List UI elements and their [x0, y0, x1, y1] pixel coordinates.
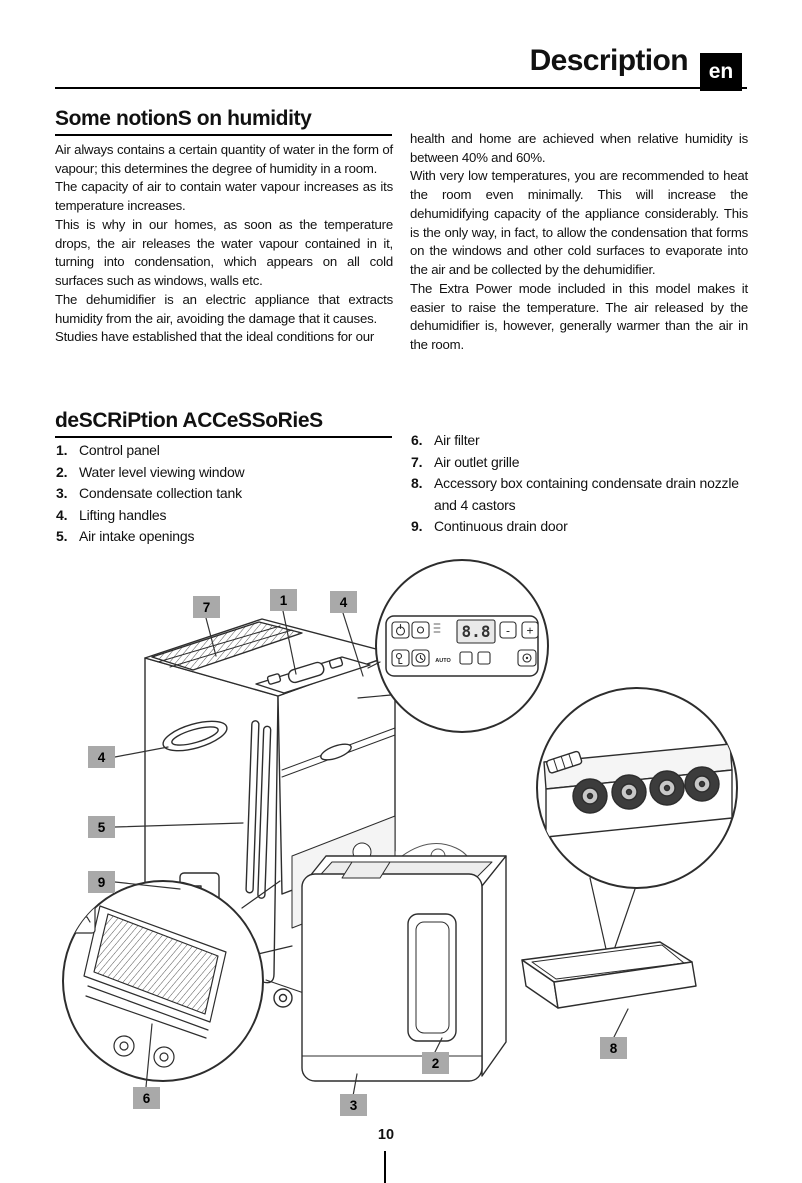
callout-4-lifting-handle-top: 4: [330, 591, 357, 613]
water-level-window: [408, 914, 456, 1041]
accessory-item: [56, 440, 401, 462]
mode-button-icon: [412, 622, 429, 638]
plus-label: +: [526, 623, 534, 638]
callout-5-air-intake: 5: [88, 816, 115, 838]
accessory-number: 6.: [411, 432, 423, 448]
accessory-label: Water level viewing window: [79, 463, 245, 480]
accessory-number: 2.: [56, 463, 68, 480]
callout-4-lifting-handle-left: 4: [88, 746, 115, 768]
accessory-number: 9.: [411, 518, 423, 534]
body-paragraph: health and home are achieved when relative humidity is between 40% and 60%.: [410, 131, 748, 165]
condensate-tank: [302, 856, 506, 1081]
accessory-number: 1.: [56, 442, 68, 458]
indicator-icon: [478, 652, 490, 664]
body-paragraph: With very low temperatures, you are recommended to heat the room even minimally. This will increase the dehumidifying capacity of the appliance considerably. This is the only way, in fact, to allow the condensation that forms on the windows and other cold surfaces to evaporate into the air and be collected by the dehumidifier.: [410, 168, 748, 278]
accessory-item: [56, 483, 401, 505]
accessory-box-inset: [537, 688, 737, 950]
accessory-item: [411, 430, 756, 452]
accessory-label: Lifting handles: [79, 506, 167, 523]
accessory-number: 3.: [56, 485, 68, 501]
body-paragraph: Studies have established that the ideal conditions for our: [55, 329, 375, 345]
indicator-icon: [460, 652, 472, 664]
accessory-number: 7.: [411, 453, 423, 470]
callout-6-air-filter: 6: [133, 1087, 160, 1109]
accessory-item: [411, 516, 756, 538]
callout-3-tank: 3: [340, 1094, 367, 1116]
auto-label: AUTO: [435, 658, 451, 664]
body-paragraph: This is why in our homes, as soon as the temperature drops, the air releases the water vapour contained in it, turning into condensation, which appears on all cold surfaces such as windows, walls etc.: [55, 216, 393, 289]
accessory-label: Air intake openings: [79, 528, 195, 544]
body-paragraph: The dehumidifier is an electric appliance that extracts humidity from the air, avoiding the damage that it causes.: [55, 291, 393, 326]
accessory-box: [522, 942, 696, 1008]
minus-label: -: [506, 623, 510, 638]
page-number: 10: [377, 1127, 395, 1143]
callout-2-water-window: 2: [422, 1052, 449, 1074]
language-badge: en: [700, 53, 742, 91]
accessory-label: Continuous drain door: [434, 518, 568, 534]
humidity-text-left-column: [55, 141, 393, 347]
accessory-item: [56, 462, 401, 484]
callout-7-air-outlet-grille: 7: [193, 596, 220, 618]
dehumidifier-figure: [30, 556, 770, 1123]
callout-1-control-panel: 1: [270, 589, 297, 611]
callout-8-accessory-box: 8: [600, 1037, 627, 1059]
accessory-number: 8.: [411, 475, 423, 491]
accessory-label: Condensate collection tank: [79, 485, 242, 501]
body-paragraph: The capacity of air to contain water vapour increases as its temperature increases.: [55, 179, 393, 214]
accessories-list-left: [56, 440, 401, 548]
accessories-list-right: [411, 430, 756, 538]
accessory-label: Accessory box containing condensate drain nozzle and 4 castors: [434, 475, 739, 513]
page-title: Description: [529, 44, 688, 77]
body-paragraph: The Extra Power mode included in this model makes it easier to raise the temperature. The air released by the dehumidifier is, however, generally warmer than the air in the room.: [410, 280, 748, 353]
inset-drain-door: [68, 902, 95, 933]
accessory-item: [56, 526, 401, 548]
humidity-text-right-column: [410, 130, 748, 355]
accessory-label: Control panel: [79, 442, 160, 458]
accessory-item: [411, 452, 756, 474]
display-value: 8.8: [461, 622, 491, 641]
fold-mark: [384, 1151, 386, 1183]
accessory-label: Air filter: [434, 432, 480, 448]
section-heading-accessories: deSCRiPtion ACCeSSoRieS: [55, 409, 392, 438]
section-heading-humidity: Some notionS on humidity: [55, 107, 392, 136]
accessory-number: 5.: [56, 528, 68, 544]
body-paragraph: Air always contains a certain quantity of water in the form of vapour; this determines the degree of humidity in a room.: [55, 142, 393, 176]
accessory-number: 4.: [56, 506, 68, 523]
accessory-item: [56, 505, 401, 527]
header-divider: [55, 87, 747, 89]
dehumidifier-illustration: [30, 556, 770, 1123]
accessory-item: [411, 473, 756, 516]
accessory-label: Air outlet grille: [434, 453, 520, 470]
callout-9-drain-door: 9: [88, 871, 115, 893]
